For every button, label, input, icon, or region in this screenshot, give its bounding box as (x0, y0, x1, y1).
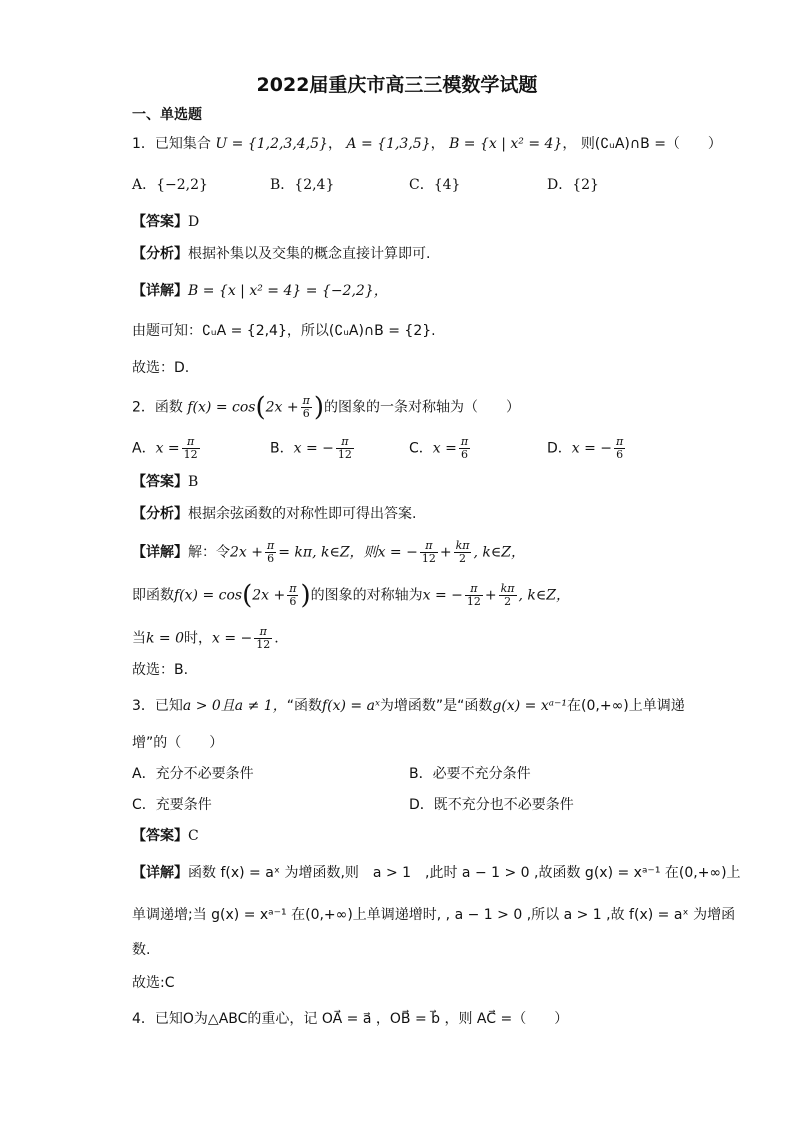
q2-option-a: A．x = $\frac{\pi}{12}$ (132, 435, 198, 461)
q3-detail: 【详解】函数 f(x) = aˣ 为增函数,则 a > 1 ,此时 a − 1 > 0 ,故函数 g(x) = xᵃ⁻¹ 在(0,+∞)上 (132, 865, 741, 881)
q1-analysis: 【分析】根据补集以及交集的概念直接计算即可. (132, 246, 431, 262)
section-heading: 一、单选题 (132, 107, 202, 123)
q2-detail: 【详解】解：令2x + $\frac{\pi}{6}$ = kπ, k∈Z，则x = − $\frac{\pi}{12}$ + $\frac{k\pi}{2}$ , k∈Z， (132, 539, 525, 565)
q3-option-a: A．充分不必要条件 (132, 766, 254, 782)
page-title: 2022届重庆市高三三模数学试题 (256, 74, 538, 96)
q3-choose: 故选:C (132, 975, 175, 991)
q3-stem: 3．已知a > 0且a ≠ 1，“函数f(x) = aˣ为增函数”是“函数g(x) = xᵃ⁻¹在(0,+∞)上单调递 (132, 698, 685, 714)
q1-option-a: A．{−2,2} (132, 177, 208, 193)
q2-stem: 2．函数 f(x) = cos(2x + $\frac{\pi}{6}$ )的图象的一条对称轴为（ ） (132, 392, 520, 423)
q1-option-b: B．{2,4} (270, 177, 335, 193)
q2-answer: 【答案】B (132, 474, 199, 490)
q2-detail-line2: 即函数f(x) = cos(2x + $\frac{\pi}{6}$ )的图象的对称轴为x = − $\frac{\pi}{12}$ + $\frac{k\pi}{2}$ , k∈Z， (132, 580, 571, 611)
q3-stem-line2: 增”的（ ） (132, 735, 224, 751)
q3-option-c: C．充要条件 (132, 797, 212, 813)
q2-detail-line3: 当k = 0时，x = − $\frac{\pi}{12}$ . (132, 625, 279, 651)
q1-detail-line2: 由题可知：∁ᵤA = {2,4}，所以(∁ᵤA)∩B = {2}. (132, 323, 436, 339)
q1-detail: 【详解】B = {x | x² = 4} = {−2,2}， (132, 283, 388, 299)
q3-option-b: B．必要不充分条件 (409, 766, 531, 782)
q2-analysis: 【分析】根据余弦函数的对称性即可得出答案. (132, 506, 417, 522)
q1-stem: 1．已知集合 U = {1,2,3,4,5}， A = {1,3,5}， B = {x | x² = 4}， 则(∁ᵤA)∩B =（ ） (132, 136, 722, 152)
q1-answer: 【答案】D (132, 214, 200, 230)
q1-option-d: D．{2} (547, 177, 599, 193)
q2-option-c: C．x = $\frac{\pi}{6}$ (409, 435, 469, 461)
q2-choose: 故选：B. (132, 662, 189, 678)
q3-detail-line3: 数. (132, 942, 151, 958)
q3-detail-line2: 单调递增;当 g(x) = xᵃ⁻¹ 在(0,+∞)上单调递增时, , a − 1 > 0 ,所以 a > 1 ,故 f(x) = aˣ 为增函 (132, 907, 736, 923)
q3-option-d: D．既不充分也不必要条件 (409, 797, 574, 813)
q2-option-d: D．x = − $\frac{\pi}{6}$ (547, 435, 624, 461)
q3-answer: 【答案】C (132, 828, 199, 844)
q1-choose: 故选：D. (132, 360, 190, 376)
q4-stem: 4．已知O为△ABC的重心，记 OA⃗ = a⃗ ，OB⃗ = b⃗ ，则 AC⃗ =（ ） (132, 1011, 569, 1027)
q2-option-b: B．x = − $\frac{\pi}{12}$ (270, 435, 352, 461)
q1-option-c: C．{4} (409, 177, 461, 193)
